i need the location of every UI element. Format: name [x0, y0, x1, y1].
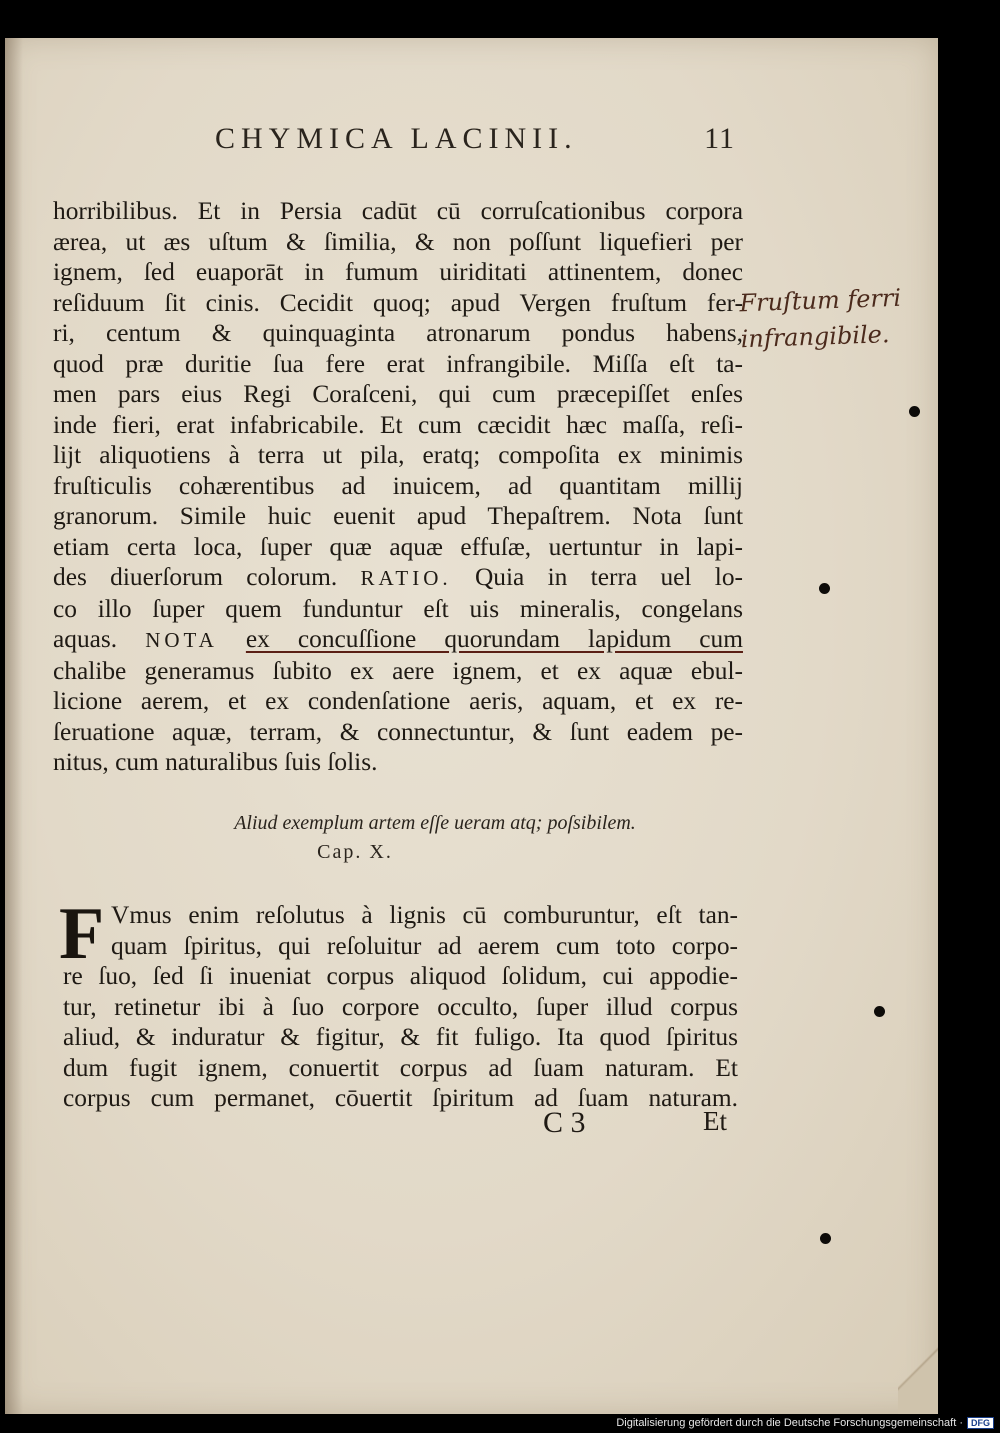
text-line: horribilibus. Et in Persia cadūt cū corruſcationibus corpora: [53, 197, 743, 225]
text-line: quod præ duritie ſua fere erat infrangibile. Miſſa eſt ta-: [53, 349, 743, 378]
text-line: re ſuo, ſed ſi inueniat corpus aliquod ſolidum, cui appodie-: [63, 962, 738, 990]
text-line: inde fieri, erat infabricabile. Et cum cæcidit hæc maſſa, reſi-: [53, 410, 743, 439]
signature-mark: C 3: [543, 1106, 586, 1139]
page-corner: [898, 1324, 938, 1414]
text-line: co illo ſuper quem funduntur eſt uis mineralis, congelans: [53, 594, 743, 623]
text-line: Vmus enim reſolutus à lignis cū comburuntur, eſt tan-: [111, 901, 738, 929]
text-line: quam ſpiritus, qui reſoluitur ad aerem cum toto corpo-: [111, 931, 738, 960]
binding-hole: [820, 1233, 831, 1244]
ratio-after: Quia in terra uel lo-: [474, 563, 743, 591]
running-head-title: CHYMICA LACINII.: [215, 122, 578, 155]
nota-before: aquas.: [53, 625, 118, 653]
ratio-label: RATIO.: [360, 566, 452, 590]
chapter-number: Cap. X.: [317, 841, 393, 863]
body-text: [53, 196, 743, 778]
chapter-body: [59, 893, 738, 1114]
footer-text: Digitalisierung gefördert durch die Deutsche Forschungsgemeinschaft ·: [616, 1417, 963, 1429]
text-line: men pars eius Regi Coraſceni, qui cum præcepiſſet enſes: [53, 380, 743, 408]
nota-after: ex concuſſione quorundam lapidum cum: [245, 625, 743, 653]
handwritten-margin-note: [739, 279, 931, 358]
dfg-logo-icon: DFG: [967, 1417, 994, 1429]
text-line: aliud, & induratur & figitur, & fit fuligo. Ita quod ſpiritus: [63, 1023, 738, 1051]
text-line: nitus, cum naturalibus ſuis ſolis.: [53, 748, 378, 776]
text-line: fruſticulis cohærentibus ad inuicem, ad quantitam millij: [53, 471, 743, 500]
binding-hole: [874, 1006, 885, 1017]
running-head: [215, 122, 735, 156]
page-number: 11: [704, 122, 735, 155]
text-line: chalibe generamus ſubito ex aere ignem, et ex aquæ ebul-: [53, 656, 743, 685]
text-line: dum fugit ignem, conuertit corpus ad ſuam naturam. Et: [63, 1053, 738, 1082]
text-line: etiam certa loca, ſuper quæ aquæ effuſæ, uertuntur in lapi-: [53, 532, 743, 561]
text-line: reſiduum ſit cinis. Cecidit quoq; apud Vergen fruſtum fer-: [53, 288, 743, 317]
nota-label: NOTA: [145, 628, 218, 652]
catchword: Et: [703, 1106, 727, 1136]
footer-credit: [616, 1417, 994, 1429]
text-line: licione aerem, et ex condenſatione aeris, aquam, et ex re-: [53, 687, 743, 715]
margin-note-line: Fruſtum ferri: [738, 283, 902, 318]
text-line: lijt aliquotiens à terra ut pila, eratq; compoſita ex minimis: [53, 441, 743, 469]
text-line: ærea, ut æs uſtum & ſimilia, & non poſſunt liquefieri per: [53, 227, 743, 256]
text-line: ſeruatione aquæ, terram, & connectuntur, & ſunt eadem pe-: [53, 717, 743, 746]
text-line: granorum. Simile huic euenit apud Thepaſtrem. Nota ſunt: [53, 502, 743, 530]
text-line: tur, retinetur ibi à ſuo corpore occulto, ſuper illud corpus: [63, 992, 738, 1021]
text-line: corpus cum permanet, cōuertit ſpiritum ad ſuam naturam.: [63, 1084, 738, 1112]
ratio-before: des diuerſorum colorum.: [53, 563, 338, 591]
ratio-line: [53, 562, 743, 594]
text-line: ignem, ſed euaporāt in fumum uiriditati attinentem, donec: [53, 258, 743, 286]
drop-cap-initial: F: [59, 893, 105, 975]
chapter-title: Aliud exemplum artem eſſe ueram atq; poſsibilem.: [234, 812, 636, 834]
book-page: [5, 38, 938, 1414]
text-line: ri, centum & quinquaginta atronarum pondus habens,: [53, 319, 743, 347]
binding-hole: [819, 583, 830, 594]
binding-hole: [909, 406, 920, 417]
margin-note-line: infrangibile.: [740, 320, 890, 354]
nota-line: [53, 624, 743, 656]
